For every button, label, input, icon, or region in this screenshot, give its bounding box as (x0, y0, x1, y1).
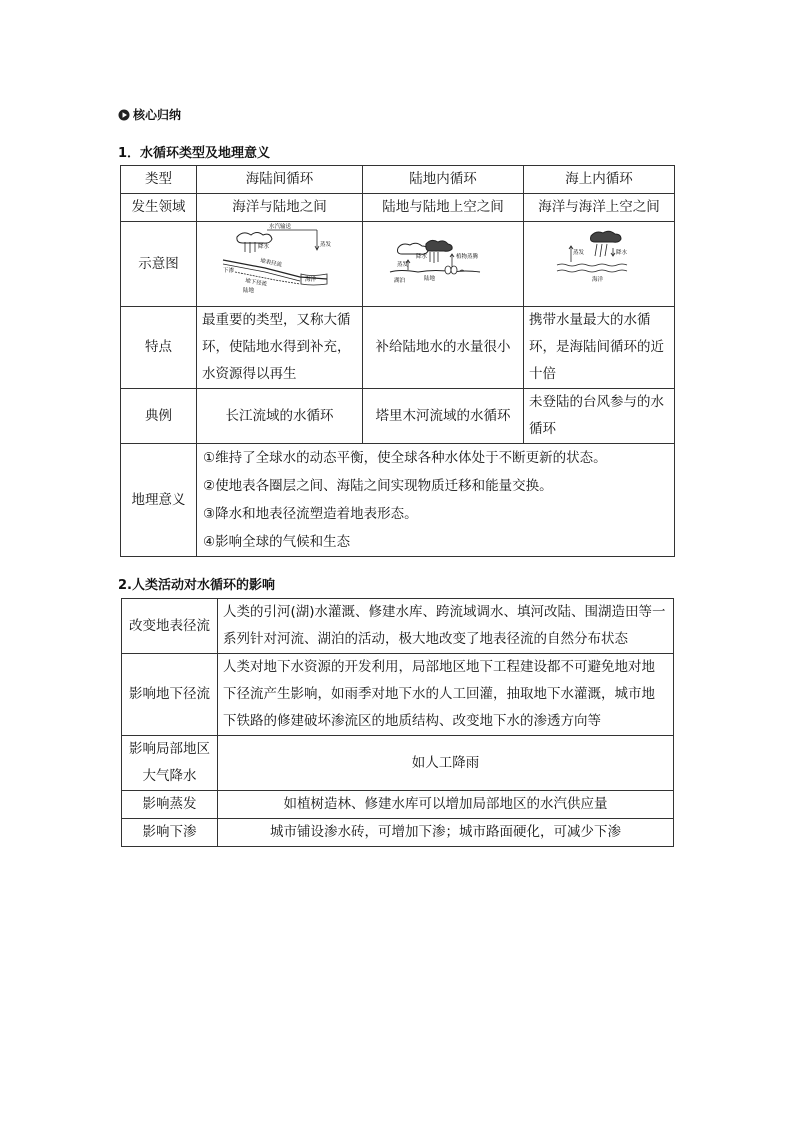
table-row (122, 791, 674, 819)
table-cell: 如人工降雨 (218, 736, 674, 791)
table-row (121, 194, 675, 222)
table-cell: 人类对地下水资源的开发利用，局部地区地下工程建设都不可避免地对地下径流产生影响，如雨季对地下水的人工回灌，抽取地下水灌溉，城市地下铁路的修建破坏渗流区的地质结构、改变地下水的渗透方向等 (218, 654, 674, 736)
diagram-label: 陆地 (424, 276, 436, 282)
diagram-label: 湖泊 (394, 278, 406, 284)
table-row (122, 654, 674, 736)
table-row (122, 736, 674, 791)
header-cell: 陆地内循环 (363, 166, 524, 194)
header-cell: 海上内循环 (524, 166, 675, 194)
diagram-label: 蒸发 (397, 262, 409, 268)
table-cell: 补给陆地水的水量很小 (363, 307, 524, 389)
diagram-ocean (524, 222, 675, 307)
header-cell: 类型 (121, 166, 197, 194)
diagram-label: 陆地 (242, 288, 254, 294)
table-cell: 未登陆的台风参与的水循环 (524, 389, 675, 444)
row-label: 特点 (121, 307, 197, 389)
table-cell: 长江流域的水循环 (197, 389, 363, 444)
row-label: 发生领域 (121, 194, 197, 222)
list-item: ②使地表各圈层之间、海陆之间实现物质迁移和能量交换。 (203, 478, 553, 494)
row-label: 示意图 (121, 222, 197, 307)
land-sea-cycle-diagram (205, 222, 355, 296)
diagram-inland (363, 222, 524, 307)
table-cell: 塔里木河流域的水循环 (363, 389, 524, 444)
list-item: ①维持了全球水的动态平衡，使全球各种水体处于不断更新的状态。 (203, 450, 607, 466)
diagram-land-sea (197, 222, 363, 307)
significance-list (197, 444, 675, 557)
table-row (121, 222, 675, 307)
table-cell: 人类的引河(湖)水灌溉、修建水库、跨流域调水、填河改陆、围湖造田等一系列针对河流、湖泊的活动，极大地改变了地表径流的自然分布状态 (218, 599, 674, 654)
row-label: 典例 (121, 389, 197, 444)
row-label: 地理意义 (121, 444, 197, 557)
part1-title: 1．水循环类型及地理意义 (118, 146, 271, 161)
table-cell: 如植树造林、修建水库可以增加局部地区的水汽供应量 (218, 791, 674, 819)
diagram-label: 海洋 (304, 277, 316, 283)
diagram-label: 海洋 (591, 277, 603, 283)
inland-cycle-diagram (368, 222, 518, 296)
table-cell: 海洋与陆地之间 (197, 194, 363, 222)
table-row (121, 444, 675, 557)
table-cell: 携带水量最大的水循环，是海陆间循环的近十倍 (524, 307, 675, 389)
row-label: 影响蒸发 (122, 791, 218, 819)
table-cell: 最重要的类型，又称大循环，使陆地水得到补充，水资源得以再生 (197, 307, 363, 389)
diagram-label: 植物蒸腾 (456, 254, 479, 260)
row-label: 影响下渗 (122, 819, 218, 847)
list-item: ③降水和地表径流塑造着地表形态。 (203, 506, 418, 522)
diagram-label: 地表径流 (259, 258, 282, 269)
diagram-label: 蒸发 (319, 242, 331, 248)
row-label: 影响地下径流 (122, 654, 218, 736)
table-row (121, 166, 675, 194)
table-row (121, 307, 675, 389)
row-label: 影响局部地区大气降水 (122, 736, 218, 791)
diagram-label: 降水 (615, 250, 627, 256)
table-cell: 城市铺设渗水砖，可增加下渗；城市路面硬化，可减少下渗 (218, 819, 674, 847)
diagram-label: 蒸发 (572, 250, 584, 256)
table-cell: 海洋与海洋上空之间 (524, 194, 675, 222)
section-title: 核心归纳 (133, 108, 182, 122)
table-row (121, 389, 675, 444)
diagram-label: 降水 (257, 244, 269, 250)
list-item: ④影响全球的气候和生态 (203, 534, 351, 550)
diagram-label: 降水 (416, 254, 428, 260)
diagram-label: 水汽输送 (268, 224, 291, 230)
water-cycle-table (120, 165, 675, 557)
section-heading (118, 106, 181, 123)
ocean-cycle-diagram (527, 222, 672, 296)
table-row (122, 599, 674, 654)
row-label: 改变地表径流 (122, 599, 218, 654)
part2-title: 2.人类活动对水循环的影响 (118, 578, 275, 593)
table-cell: 陆地与陆地上空之间 (363, 194, 524, 222)
diagram-label: 地下径流 (244, 278, 267, 288)
human-impact-table (121, 598, 674, 847)
header-cell: 海陆间循环 (197, 166, 363, 194)
table-row (122, 819, 674, 847)
diagram-label: 下渗 (222, 268, 234, 274)
play-circle-icon (118, 109, 130, 121)
